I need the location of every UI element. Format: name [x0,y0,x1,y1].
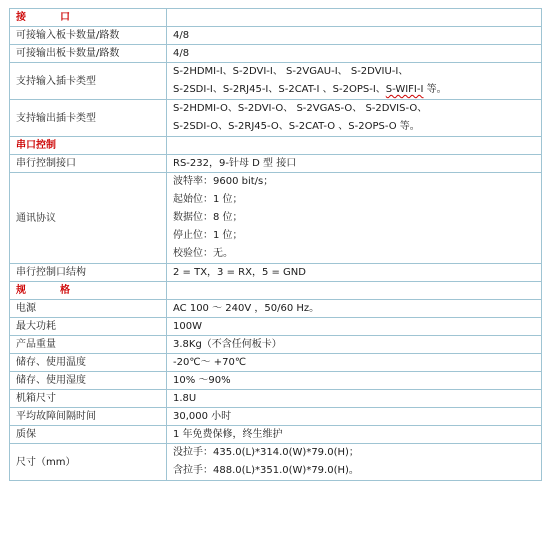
row-value: -20℃～ +70℃ [167,354,542,372]
row-label: 电源 [10,300,167,318]
input-types-line-2: S-2SDI-I、S-2RJ45-I、S-2CAT-I 、S-2OPS-I、S-WIFI-I 等。 [173,84,447,95]
table-row [10,336,542,354]
table-row [10,426,542,444]
row-label: 串行控制接口 [10,155,167,173]
row-label: 储存、使用温度 [10,354,167,372]
table-row [10,155,542,173]
row-value [167,63,542,100]
row-label: 质保 [10,426,167,444]
section-title-serial: 串口控制 [10,137,167,155]
table-row [10,300,542,318]
row-label: 可接输出板卡数量/路数 [10,45,167,63]
table-row [10,100,542,137]
size-line: 含拉手：488.0(L)*351.0(W)*79.0(H)。 [173,465,359,476]
row-value: 1 年免费保修，终生维护 [167,426,542,444]
row-label: 产品重量 [10,336,167,354]
row-value: 100W [167,318,542,336]
section-header-serial [10,137,542,155]
row-value [167,173,542,264]
table-row [10,63,542,100]
protocol-line: 数据位：8 位； [173,212,243,223]
row-label: 平均故障间隔时间 [10,408,167,426]
table-row [10,45,542,63]
spec-table [9,8,542,481]
row-value: 1.8U [167,390,542,408]
row-label: 串行控制口结构 [10,264,167,282]
row-label: 机箱尺寸 [10,390,167,408]
row-value: RS-232，9-针母 D 型 接口 [167,155,542,173]
spellcheck-underlined-text: S-WIFI-I [385,84,424,95]
row-label: 储存、使用湿度 [10,372,167,390]
output-types-line-2: S-2SDI-O、S-2RJ45-O、S-2CAT-O 、S-2OPS-O 等。 [173,121,420,132]
protocol-line: 起始位：1 位； [173,194,243,205]
table-row [10,318,542,336]
table-row [10,264,542,282]
size-line: 没拉手：435.0(L)*314.0(W)*79.0(H)； [173,447,359,458]
row-value: 30,000 小时 [167,408,542,426]
table-row [10,372,542,390]
row-value [167,100,542,137]
table-row [10,444,542,481]
row-value: 10% ～90% [167,372,542,390]
table-row [10,390,542,408]
row-label: 支持输出插卡类型 [10,100,167,137]
protocol-line: 校验位：无。 [173,248,233,259]
row-label: 通讯协议 [10,173,167,264]
row-value [167,444,542,481]
section-title-interface: 接 口 [10,9,167,27]
row-value: 3.8Kg（不含任何板卡） [167,336,542,354]
output-types-line-1: S-2HDMI-O、S-2DVI-O、 S-2VGAS-O、 S-2DVIS-O、 [173,103,428,114]
section-header-interface [10,9,542,27]
protocol-line: 波特率：9600 bit/s； [173,176,274,187]
row-label: 尺寸（mm） [10,444,167,481]
row-label: 支持输入插卡类型 [10,63,167,100]
row-label: 可接输入板卡数量/路数 [10,27,167,45]
protocol-line: 停止位：1 位； [173,230,243,241]
row-value: 2 = TX，3 = RX，5 = GND [167,264,542,282]
row-value: AC 100 ～ 240V ，50/60 Hz。 [167,300,542,318]
row-value: 4/8 [167,27,542,45]
table-row [10,27,542,45]
section-header-specs [10,282,542,300]
table-row [10,408,542,426]
row-label: 最大功耗 [10,318,167,336]
table-row [10,354,542,372]
row-value: 4/8 [167,45,542,63]
table-row [10,173,542,264]
section-title-specs: 规 格 [10,282,167,300]
input-types-line-1: S-2HDMI-I、S-2DVI-I、 S-2VGAU-I、 S-2DVIU-I、 [173,66,409,77]
